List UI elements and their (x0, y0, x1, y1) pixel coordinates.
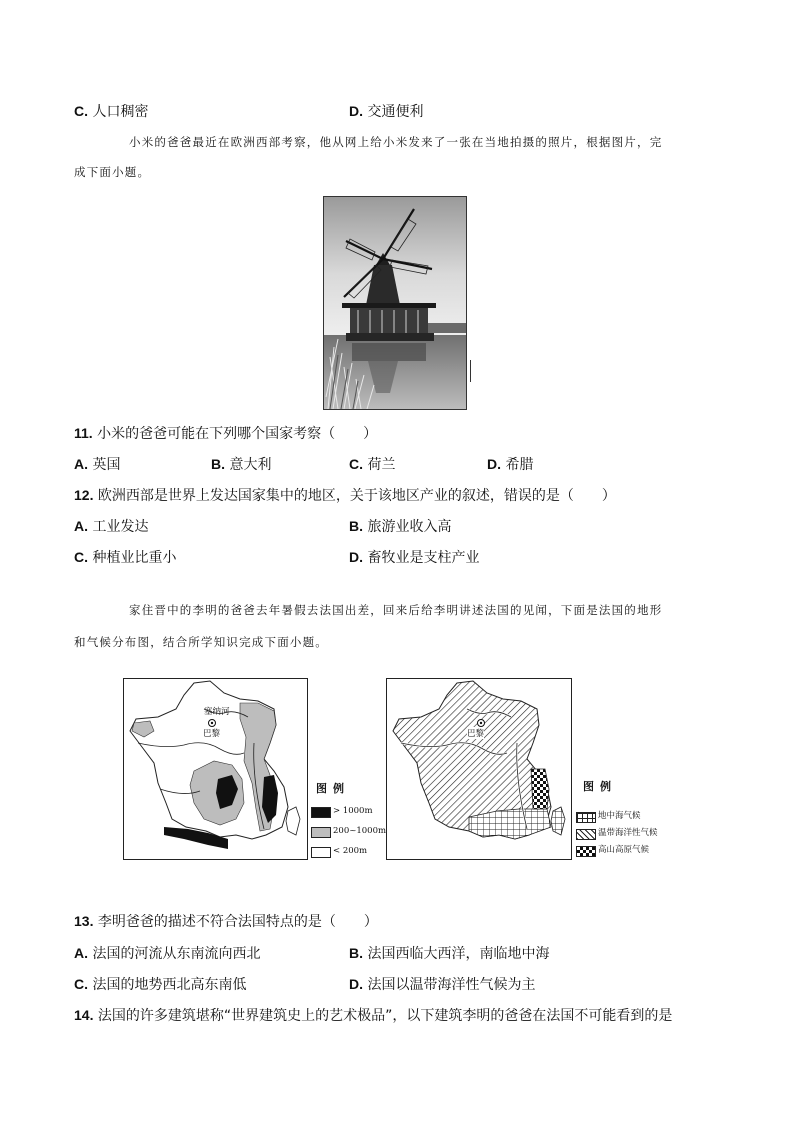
q11-option-a (74, 455, 120, 474)
climate-legend-title: 图例 (583, 780, 617, 793)
option-key: A. (74, 456, 88, 472)
seine-river-label: 塞纳河 (204, 707, 230, 717)
q12-option-c (74, 548, 176, 567)
legend-label-high: > 1000m (333, 806, 373, 816)
legend-label-mid: 200~1000m (333, 826, 387, 836)
option-key: A. (74, 945, 88, 961)
q13-option-b (349, 944, 549, 963)
question-number: 12. (74, 487, 94, 503)
paris-label: 巴黎 (203, 729, 221, 739)
q11-option-d (487, 455, 533, 474)
intro-paragraph-1-line-1: 小米的爸爸最近在欧洲西部考察，他从网上给小米发来了一张在当地拍摄的照片，根据图片，完 (129, 135, 663, 149)
q13-option-c (74, 975, 246, 994)
question-text: 欧洲西部是世界上发达国家集中的地区，关于该地区产业的叙述，错误的是（ ） (97, 488, 616, 504)
option-key: B. (349, 945, 363, 961)
q10-option-c (74, 102, 148, 121)
option-key: B. (211, 456, 225, 472)
option-key: C. (74, 976, 88, 992)
france-terrain-map (123, 678, 308, 860)
legend-swatch-mediterranean (576, 812, 596, 823)
question-text: 李明爸爸的描述不符合法国特点的是（ ） (97, 914, 378, 930)
option-text: 法国的地势西北高东南低 (92, 977, 247, 993)
question-number: 11. (74, 425, 93, 441)
option-key: D. (349, 976, 363, 992)
option-text: 意大利 (229, 457, 272, 473)
intro-paragraph-2-line-2: 和气候分布图，结合所学知识完成下面小题。 (74, 635, 328, 649)
legend-label-oceanic: 温带海洋性气候 (598, 828, 658, 838)
option-key: C. (74, 103, 88, 119)
q12-option-b (349, 517, 451, 536)
option-text: 工业发达 (92, 519, 149, 535)
legend-swatch-mid (311, 827, 331, 838)
q13-option-d (349, 975, 535, 994)
legend-swatch-oceanic (576, 829, 596, 840)
option-text: 畜牧业是支柱产业 (367, 550, 480, 566)
option-key: D. (349, 103, 363, 119)
question-14 (74, 1006, 672, 1025)
windmill-photo (323, 196, 467, 410)
question-text: 法国的许多建筑堪称“世界建筑史上的艺术极品”，以下建筑李明的爸爸在法国不可能看到的是 (97, 1008, 673, 1024)
option-key: C. (349, 456, 363, 472)
legend-swatch-alpine (576, 846, 596, 857)
option-text: 荷兰 (367, 457, 396, 473)
option-key: A. (74, 518, 88, 534)
option-text: 交通便利 (367, 104, 424, 120)
option-key: D. (349, 549, 363, 565)
q12-option-d (349, 548, 479, 567)
terrain-legend-title: 图例 (316, 782, 350, 795)
q13-option-a (74, 944, 260, 963)
question-11 (74, 424, 377, 443)
legend-label-low: < 200m (333, 846, 368, 856)
option-text: 法国以温带海洋性气候为主 (367, 977, 536, 993)
option-key: B. (349, 518, 363, 534)
intro-paragraph-1-line-2: 成下面小题。 (74, 165, 151, 179)
question-number: 14. (74, 1007, 94, 1023)
france-climate-map (386, 678, 572, 860)
question-13 (74, 912, 378, 931)
option-text: 希腊 (505, 457, 534, 473)
q11-option-b (211, 455, 271, 474)
option-text: 英国 (92, 457, 121, 473)
option-key: C. (74, 549, 88, 565)
legend-swatch-high (311, 807, 331, 818)
question-12 (74, 486, 616, 505)
option-text: 人口稠密 (92, 104, 149, 120)
windmill-image (324, 197, 466, 409)
climate-map-drawing (387, 679, 571, 859)
paris-label: 巴黎 (467, 729, 485, 739)
legend-label-alpine: 高山高原气候 (598, 845, 650, 855)
photo-mark (470, 360, 471, 382)
question-number: 13. (74, 913, 94, 929)
intro-paragraph-2-line-1: 家住晋中的李明的爸爸去年暑假去法国出差，回来后给李明讲述法国的见闻，下面是法国的地形 (129, 603, 663, 617)
q10-option-d (349, 102, 423, 121)
q11-option-c (349, 455, 395, 474)
option-key: D. (487, 456, 501, 472)
question-text: 小米的爸爸可能在下列哪个国家考察（ ） (97, 426, 378, 442)
option-text: 种植业比重小 (92, 550, 177, 566)
legend-swatch-low (311, 847, 331, 858)
q12-option-a (74, 517, 148, 536)
option-text: 法国西临大西洋，南临地中海 (367, 946, 550, 962)
option-text: 旅游业收入高 (367, 519, 452, 535)
option-text: 法国的河流从东南流向西北 (92, 946, 261, 962)
legend-label-mediterranean: 地中海气候 (598, 811, 641, 821)
